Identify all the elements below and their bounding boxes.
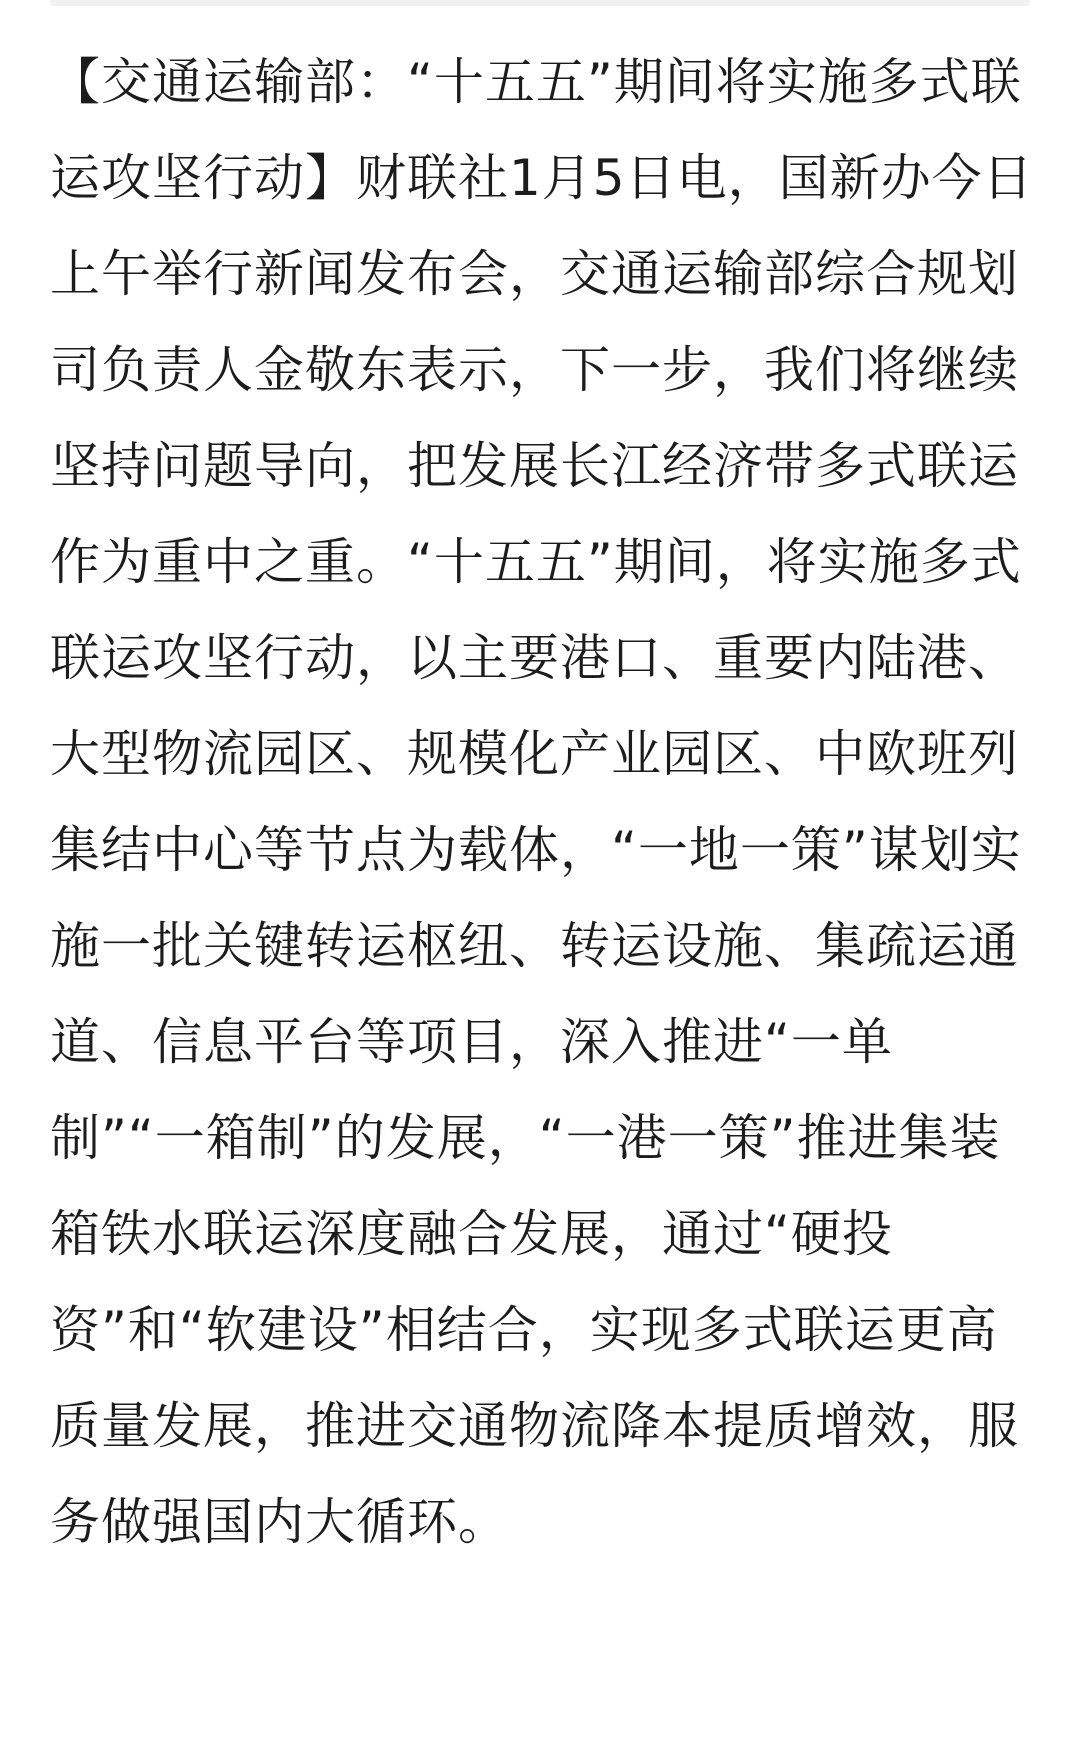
news-article <box>50 34 1035 1570</box>
top-divider <box>50 0 1030 6</box>
article-body-text: 【交通运输部：“十五五”期间将实施多式联运攻坚行动】财联社1月5日电，国新办今日上午举行新闻发布会，交通运输部综合规划司负责人金敬东表示，下一步，我们将继续坚持问题导向，把发展长江经济带多式联运作为重中之重。“十五五”期间，将实施多式联运攻坚行动，以主要港口、重要内陆港、大型物流园区、规模化产业园区、中欧班列集结中心等节点为载体，“一地一策”谋划实施一批关键转运枢纽、转运设施、集疏运通道、信息平台等项目，深入推进“一单制”“一箱制”的发展，“一港一策”推进集装箱铁水联运深度融合发展，通过“硬投资”和“软建设”相结合，实现多式联运更高质量发展，推进交通物流降本提质增效，服务做强国内大循环。 <box>50 53 1034 1551</box>
